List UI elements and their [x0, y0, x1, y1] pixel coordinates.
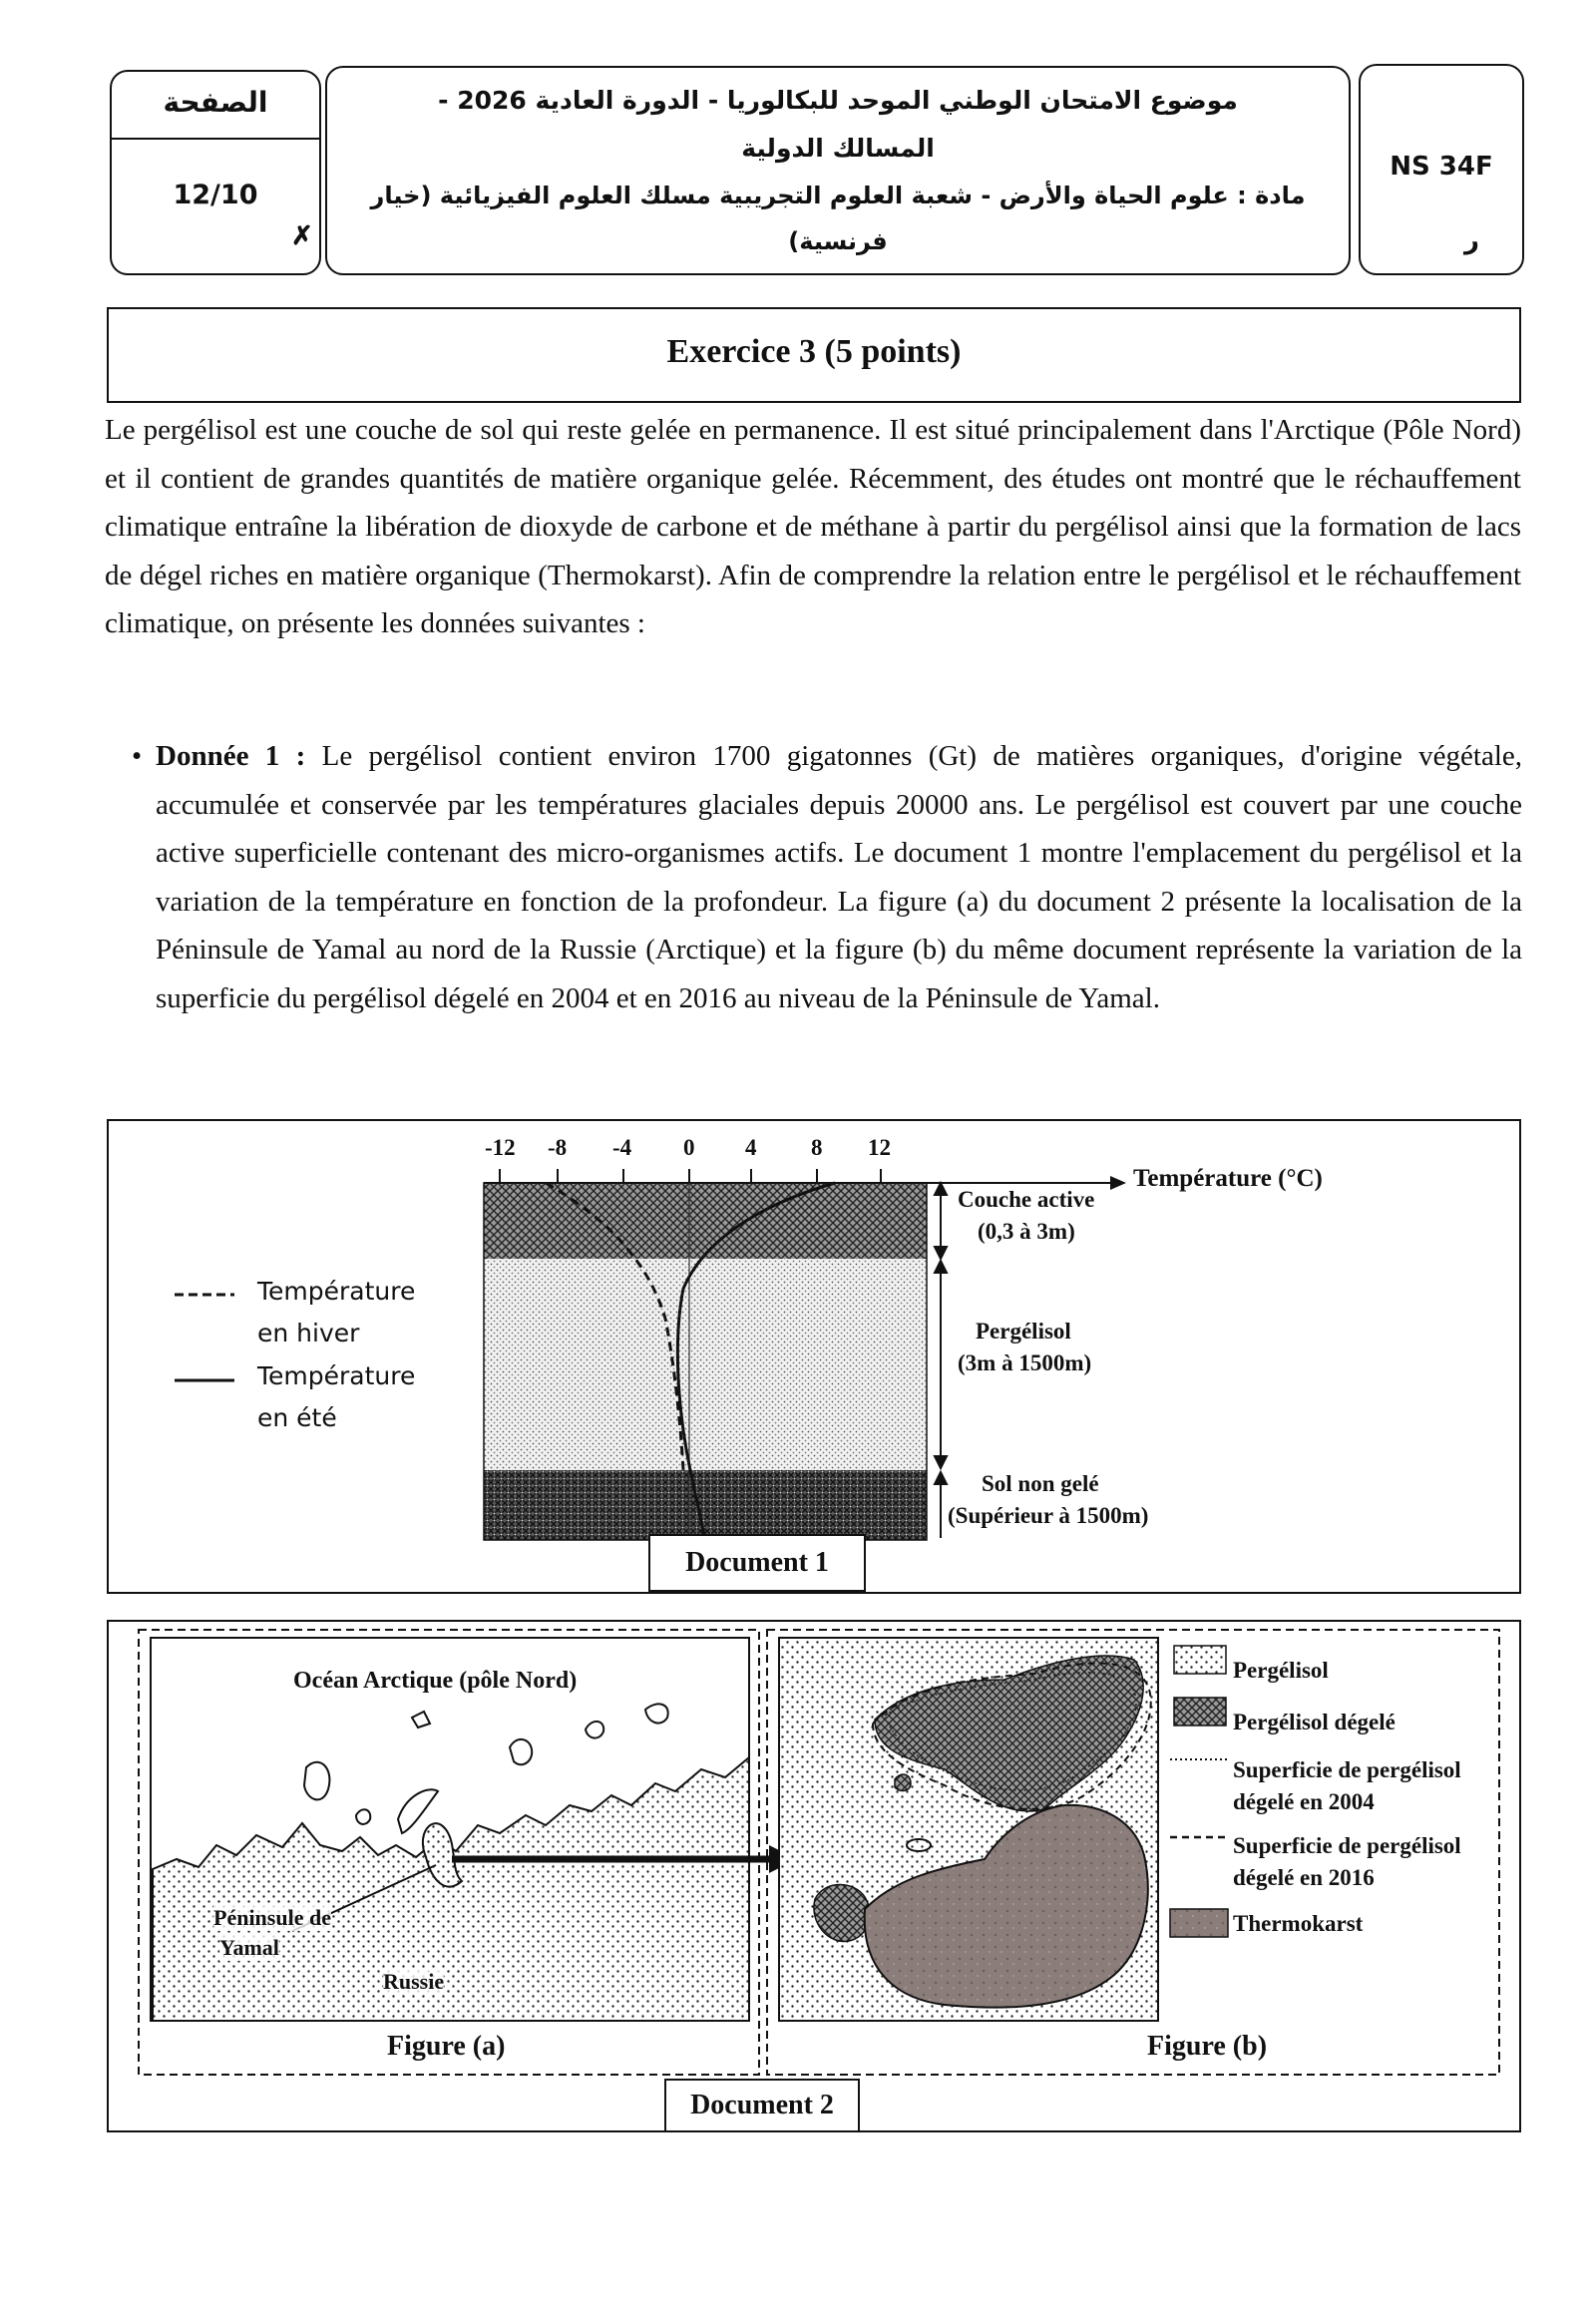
legend-2016-line1: Superficie de pergélisol: [1233, 1833, 1461, 1858]
axis-arrow-icon: [1110, 1176, 1126, 1190]
ocean-label: Océan Arctique (pôle Nord): [293, 1668, 578, 1694]
tick-label: -8: [548, 1135, 568, 1160]
exercise-title-box: [107, 307, 1521, 403]
exam-code: NS 34F: [1390, 152, 1493, 182]
data1-label: Donnée 1 :: [156, 740, 306, 772]
tick-label: 12: [868, 1135, 891, 1160]
intro-paragraph: [105, 406, 1521, 648]
page-label: الصفحة: [163, 86, 268, 119]
legend-summer-line2: en été: [257, 1403, 337, 1432]
active-layer: [484, 1183, 927, 1259]
legend-2004-line1: Superficie de pergélisol: [1233, 1757, 1461, 1782]
subject-line2: فرنسية): [788, 227, 888, 255]
layer-active-line2: (0,3 à 3m): [978, 1219, 1075, 1244]
tick-marks: [500, 1169, 881, 1183]
layer-soil-line1: Sol non gelé: [982, 1471, 1099, 1496]
code-mark: ر: [1464, 225, 1479, 255]
exam-title-box: [325, 66, 1351, 275]
tick-label: -12: [485, 1135, 516, 1160]
divider: [112, 138, 319, 140]
legend-thermokarst-swatch: [1170, 1909, 1228, 1937]
peninsula-line1: Péninsule de: [213, 1905, 331, 1930]
layer-brackets: [935, 1183, 947, 1538]
legend-2016-line2: dégelé en 2016: [1233, 1865, 1375, 1890]
legend-perma-swatch: [1174, 1646, 1226, 1674]
exam-title-line1: موضوع الامتحان الوطني الموحد للبكالوريا - الدورة العادية 2026 -: [438, 86, 1238, 115]
page-box: [110, 70, 321, 275]
exam-code-box: [1359, 64, 1524, 275]
legend-winter-line1: Température: [257, 1277, 416, 1306]
layer-active-line1: Couche active: [958, 1187, 1095, 1212]
legend-thermokarst-label: Thermokarst: [1233, 1911, 1364, 1936]
intro-text: Le pergélisol est une couche de sol qui reste gelée en permanence. Il est situé principalement dans l'Arctique (Pôle Nord) et il contient de grandes quantités de matière organique gelée. Récemment, des études ont montré que le réchauffement climatique entraîne la libération de dioxyde de carbone et de méthane à partir du pergélisol ainsi que la formation de lacs de dégel riches en matière organique (Thermokarst). Afin de comprendre la relation entre le pergélisol et le réchauffement climatique, on présente les données suivantes :: [105, 414, 1521, 639]
peninsula-line2: Yamal: [219, 1935, 279, 1960]
page-check-mark: ✗: [291, 221, 313, 250]
legend-perma-label: Pergélisol: [1233, 1658, 1329, 1683]
legend-summer-line1: Température: [257, 1361, 416, 1390]
document1-title: Document 1: [648, 1534, 866, 1592]
document2-title: Document 2: [664, 2079, 860, 2132]
legend-thawed-label: Pergélisol dégelé: [1233, 1710, 1396, 1734]
figure-a-title: Figure (a): [387, 2031, 506, 2062]
bullet-icon: •: [132, 740, 143, 772]
figure-b-title: Figure (b): [1147, 2031, 1268, 2062]
page-number: 12/10: [173, 180, 258, 210]
exercise-title: Exercice 3 (5 points): [666, 333, 962, 370]
axis-label: Température (°C): [1133, 1165, 1323, 1192]
exam-title-line2: المسالك الدولية: [741, 134, 935, 163]
tick-label: 8: [811, 1135, 823, 1160]
data1-text: Le pergélisol contient environ 1700 gigatonnes (Gt) de matières organiques, d'origine végétale, accumulée et conservée par les températures glaciales depuis 20000 ans. Le pergélisol est couvert par une couche active superficielle contenant des micro-organismes actifs. Le document 1 montre l'emplacement du pergélisol et la variation de la température en fonction de la profondeur. La figure (a) du document 2 présente la localisation de la Péninsule de Yamal au nord de la Russie (Arctique) et la figure (b) du même document représente la variation de la superficie du pergélisol dégelé en 2004 et en 2016 au niveau de la Péninsule de Yamal.: [156, 740, 1522, 1014]
data1-item: [132, 732, 1522, 1022]
layer-soil-line2: (Supérieur à 1500m): [948, 1503, 1149, 1528]
subject-line1: مادة : علوم الحياة والأرض - شعبة العلوم التجريبية مسلك العلوم الفيزيائية (خيار: [370, 182, 1306, 209]
tick-label: 0: [683, 1135, 695, 1160]
layer-perma-line1: Pergélisol: [976, 1319, 1071, 1344]
unfrozen-soil-layer: [484, 1470, 927, 1540]
legend-winter-line2: en hiver: [257, 1319, 360, 1347]
layer-perma-line2: (3m à 1500m): [958, 1350, 1092, 1375]
russia-label: Russie: [383, 1969, 445, 1994]
thawed-region-small: [895, 1774, 911, 1790]
legend-thawed-swatch: [1174, 1698, 1226, 1726]
tick-label: -4: [612, 1135, 632, 1160]
legend-2004-line2: dégelé en 2004: [1233, 1789, 1375, 1814]
tick-label: 4: [745, 1135, 757, 1160]
permafrost-layer: [484, 1259, 927, 1470]
